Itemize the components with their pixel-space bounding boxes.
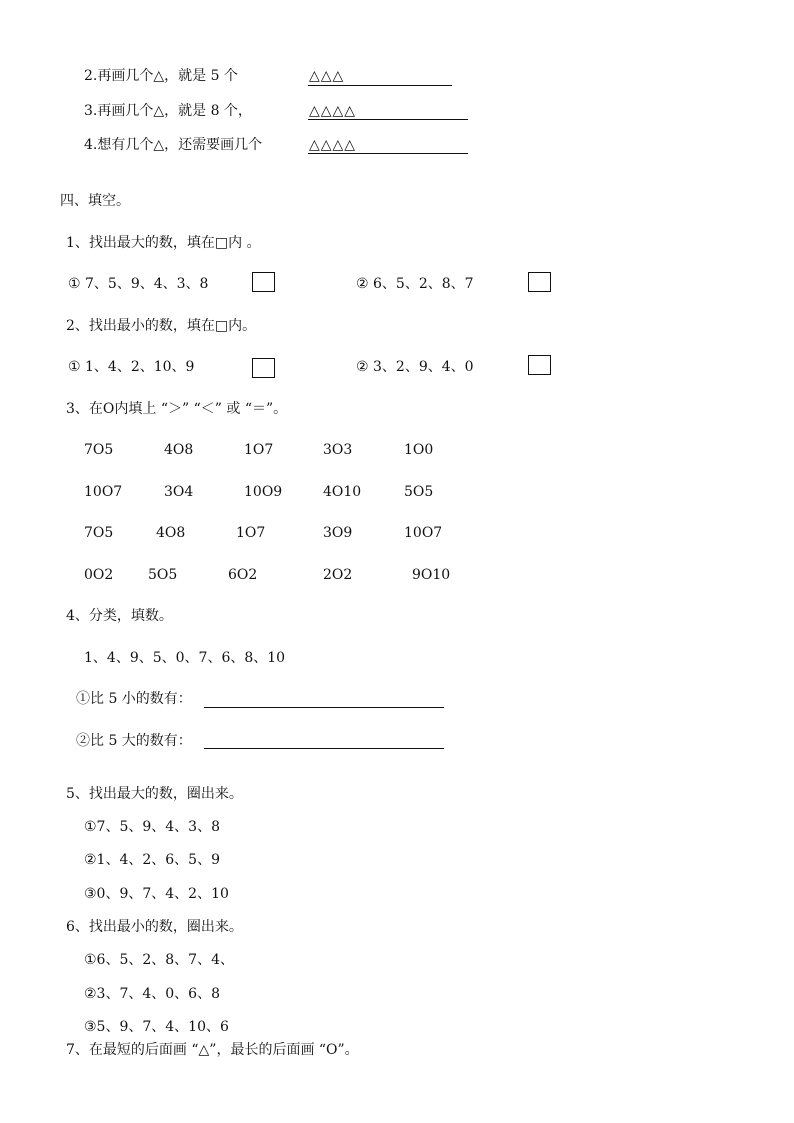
question-2-text: 2.再画几个△，就是 5 个 [84, 68, 238, 84]
compare-item[interactable]: 1O0 [404, 442, 434, 458]
question-3-answer-line[interactable] [308, 119, 468, 120]
question-3-triangles: △△△△ [309, 103, 357, 119]
q2-right-answer-box[interactable] [528, 355, 551, 375]
compare-item[interactable]: 0O2 [84, 567, 114, 583]
q1-right-answer-box[interactable] [528, 272, 551, 292]
q4-greater-label: ②比 5 大的数有： [76, 733, 192, 749]
compare-item[interactable]: 10O7 [404, 525, 443, 541]
q4-prompt: 4、分类，填数。 [66, 608, 173, 624]
q6-item[interactable]: ②3、7、4、0、6、8 [84, 986, 220, 1002]
question-4-text: 4.想有几个△，还需要画几个 [84, 137, 263, 153]
q5-item[interactable]: ②1、4、2、6、5、9 [84, 852, 220, 868]
compare-item[interactable]: 2O2 [323, 567, 353, 583]
compare-item[interactable]: 7O5 [84, 525, 114, 541]
q5-item[interactable]: ①7、5、9、4、3、8 [84, 819, 220, 835]
q6-item[interactable]: ③5、9、7、4、10、6 [84, 1019, 229, 1035]
question-4-triangles: △△△△ [309, 137, 357, 153]
compare-item[interactable]: 4O8 [164, 442, 194, 458]
q6-prompt: 6、找出最小的数，圈出来。 [66, 919, 243, 935]
q1-left-numbers: ① 7、5、9、4、3、8 [68, 276, 209, 292]
q2-left-numbers: ① 1、4、2、10、9 [68, 359, 195, 375]
compare-item[interactable]: 1O7 [236, 525, 266, 541]
compare-item[interactable]: 3O9 [323, 525, 353, 541]
question-2-answer-line[interactable] [308, 85, 452, 86]
q4-greater-answer-line[interactable] [204, 748, 444, 749]
q3-prompt: 3、在O内填上 “＞” “＜” 或 “＝”。 [66, 401, 288, 417]
compare-item[interactable]: 9O10 [412, 567, 451, 583]
compare-item[interactable]: 7O5 [84, 442, 114, 458]
compare-item[interactable]: 3O3 [323, 442, 353, 458]
q4-less-label: ①比 5 小的数有： [76, 691, 192, 707]
section-title: 四、填空。 [60, 193, 130, 209]
compare-item[interactable]: 1O7 [244, 442, 274, 458]
q5-item[interactable]: ③0、9、7、4、2、10 [84, 886, 229, 902]
compare-item[interactable]: 3O4 [164, 484, 194, 500]
compare-item[interactable]: 4O8 [156, 525, 186, 541]
compare-item[interactable]: 5O5 [148, 567, 178, 583]
question-2-triangles: △△△ [309, 68, 345, 84]
question-3-text: 3.再画几个△，就是 8 个， [84, 103, 252, 119]
q2-right-numbers: ② 3、2、9、4、0 [356, 359, 474, 375]
q2-left-answer-box[interactable] [252, 358, 275, 378]
q4-numbers: 1、4、9、5、0、7、6、8、10 [84, 650, 286, 666]
q4-less-answer-line[interactable] [204, 707, 444, 708]
q1-prompt: 1、找出最大的数，填在□内 。 [66, 235, 261, 251]
q2-prompt: 2、找出最小的数，填在□内。 [66, 318, 257, 334]
q6-item[interactable]: ①6、5、2、8、7、4、 [84, 952, 234, 968]
compare-item[interactable]: 5O5 [404, 484, 434, 500]
compare-item[interactable]: 6O2 [228, 567, 258, 583]
q5-prompt: 5、找出最大的数，圈出来。 [66, 786, 243, 802]
q7-prompt: 7、在最短的后面画 “△”，最长的后面画 “O”。 [66, 1042, 359, 1058]
q1-left-answer-box[interactable] [252, 272, 275, 292]
question-4-answer-line[interactable] [308, 153, 468, 154]
compare-item[interactable]: 10O9 [244, 484, 283, 500]
compare-item[interactable]: 10O7 [84, 484, 123, 500]
q1-right-numbers: ② 6、5、2、8、7 [356, 276, 474, 292]
compare-item[interactable]: 4O10 [323, 484, 362, 500]
